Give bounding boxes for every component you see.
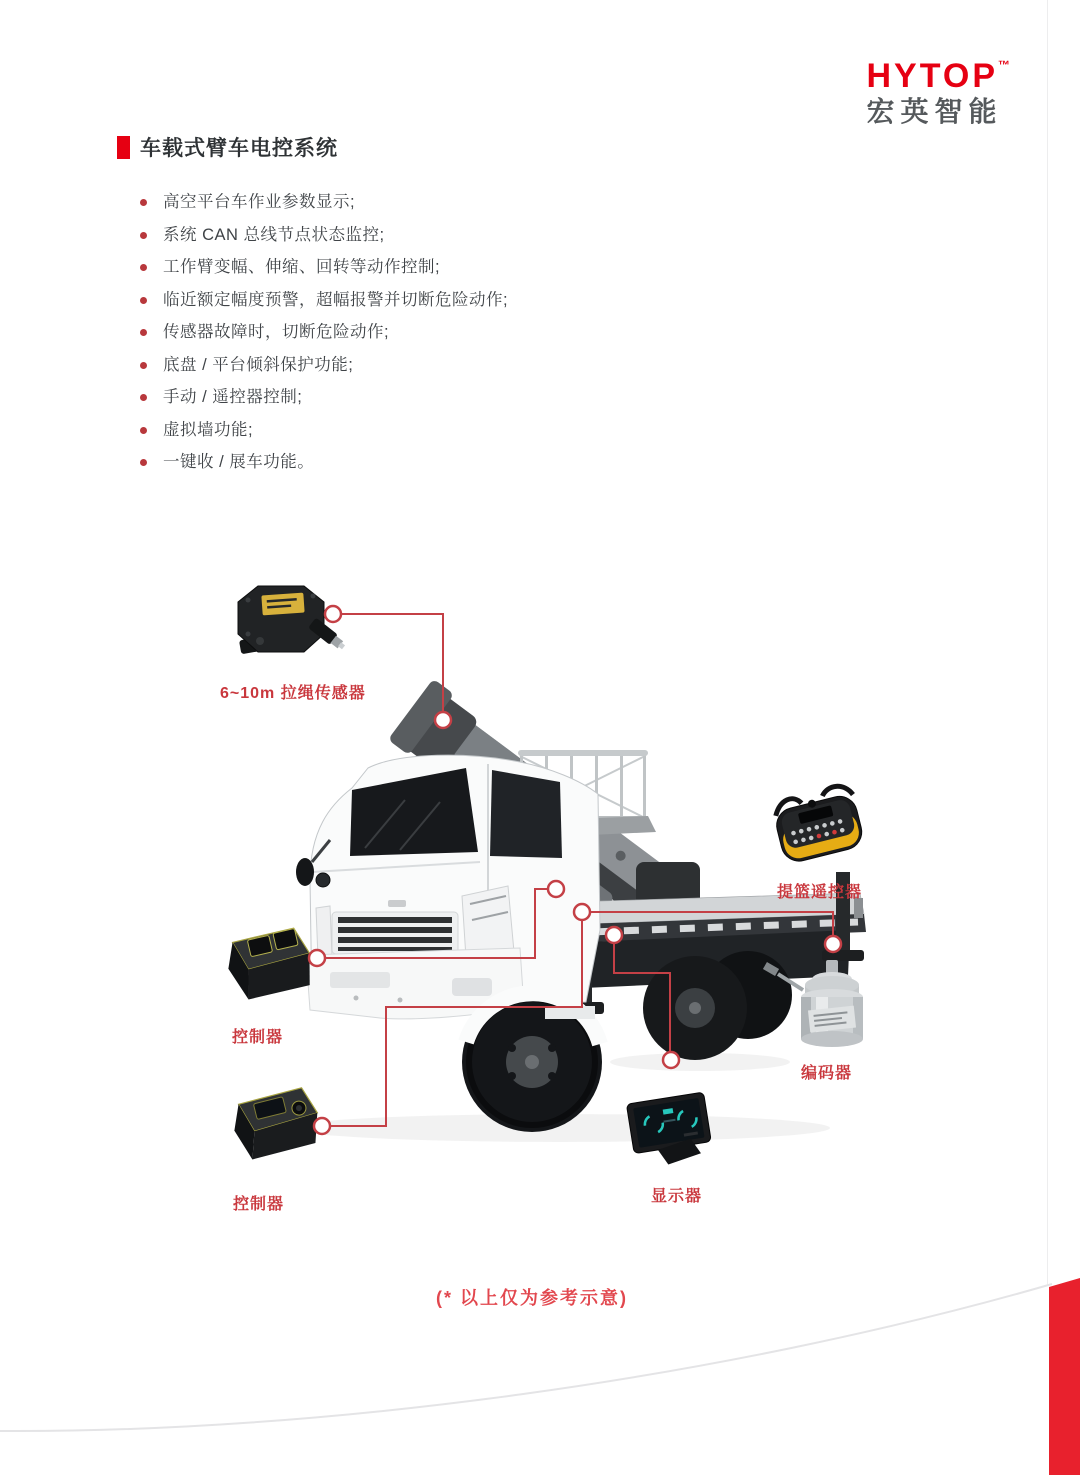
feature-item: 手动 / 遥控器控制; <box>163 381 508 414</box>
brand-logo-chinese: 宏英智能 <box>866 96 1003 127</box>
feature-item: 虚拟墙功能; <box>163 414 508 447</box>
label-controller-bottom: 控制器 <box>233 1196 285 1213</box>
corner-red-bar <box>1049 1278 1080 1475</box>
feature-item: 传感器故障时，切断危险动作; <box>163 316 508 349</box>
title-accent-bar <box>117 136 130 159</box>
brand-logo-text: HYTOP <box>866 57 998 95</box>
section-title: 车载式臂车电控系统 <box>140 137 338 160</box>
label-display: 显示器 <box>651 1188 703 1205</box>
section-title-row <box>117 132 338 162</box>
decorative-curve <box>0 1284 1052 1431</box>
right-edge-rule <box>1047 0 1048 1286</box>
controller-bottom-illustration <box>232 1087 321 1161</box>
feature-list <box>163 186 508 479</box>
feature-item: 一键收 / 展车功能。 <box>163 446 508 479</box>
feature-item: 高空平台车作业参数显示; <box>163 186 508 219</box>
basket-remote-illustration <box>770 783 865 865</box>
reference-note: (* 以上仅为参考示意) <box>436 1288 628 1308</box>
label-basket-remote: 提篮遥控器 <box>777 884 863 901</box>
brand-logo-wordmark <box>866 48 1010 93</box>
controller-top-illustration <box>226 927 313 1001</box>
display-illustration <box>626 1092 713 1169</box>
label-rope-sensor: 6~10m 拉绳传感器 <box>220 685 366 702</box>
label-encoder: 编码器 <box>801 1065 853 1082</box>
feature-item: 工作臂变幅、伸缩、回转等动作控制; <box>163 251 508 284</box>
system-diagram <box>0 540 1080 1200</box>
brand-logo <box>866 48 1010 127</box>
feature-item: 系统 CAN 总线节点状态监控; <box>163 219 508 252</box>
label-controller-top: 控制器 <box>232 1029 284 1046</box>
feature-item: 临近额定幅度预警，超幅报警并切断危险动作; <box>163 284 508 317</box>
bottom-decoration <box>0 1260 1080 1475</box>
feature-item: 底盘 / 平台倾斜保护功能; <box>163 349 508 382</box>
trademark-symbol: ™ <box>998 58 1010 72</box>
